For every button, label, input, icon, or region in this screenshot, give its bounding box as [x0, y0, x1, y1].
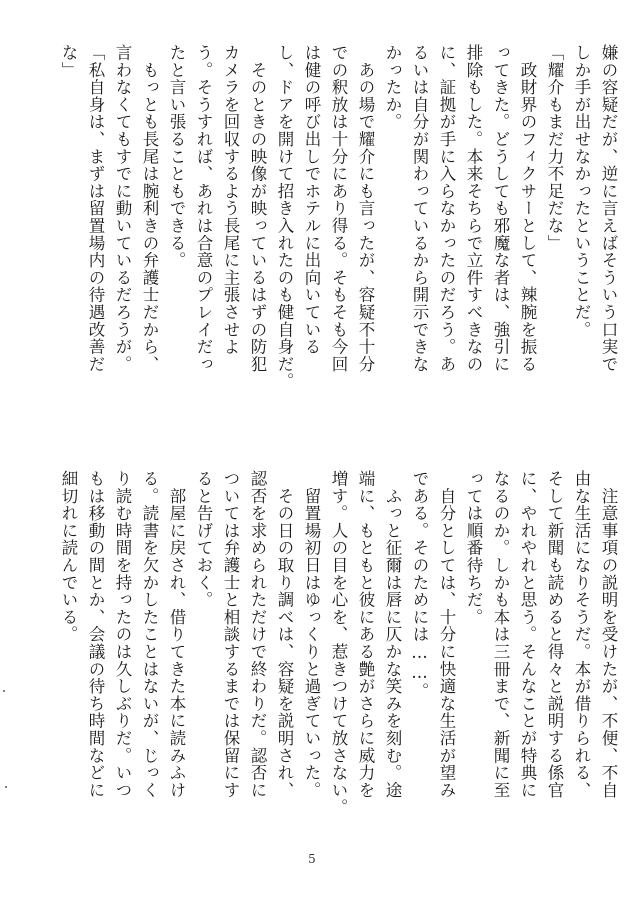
text-column: 端に、もともと彼にある艶がさらに威力を	[356, 470, 375, 799]
text-column: もっとも長尾は腕利きの弁護士だから、	[140, 44, 159, 373]
text-column: る。読書を欠かしたことはないが、じっく	[140, 470, 159, 799]
text-column: ってきた。どうしても邪魔な者は、強引に	[491, 44, 510, 373]
text-column: もは移動の間とか、会議の待ち時間などに	[86, 470, 105, 799]
page-number: 5	[308, 852, 316, 866]
text-column: ふっと征爾は唇に仄かな笑みを刻む。途	[383, 470, 402, 799]
text-column: である。そのためには……。	[410, 470, 429, 700]
text-column: そして新聞も読めると得々と説明する係官	[545, 470, 564, 799]
text-column: り読む時間を持ったのは久しぶりだ。いつ	[113, 470, 132, 799]
text-column: ると告げておく。	[194, 470, 213, 609]
text-column: 言わなくてもすでに動いているだろうが。	[113, 44, 132, 373]
text-column: 自分としては、十分に快適な生活が望み	[437, 470, 456, 799]
text-column: かったか。	[383, 44, 402, 131]
text-column: 細切れに読んでいる。	[59, 470, 78, 643]
text-column: に、やれやれと思う。そんなことが特典に	[518, 470, 537, 799]
text-column: なるのか。しかも本は三冊まで、新聞に至	[491, 470, 510, 799]
text-column: う。そうすれば、あれは合意のプレイだっ	[194, 44, 213, 373]
text-column: 留置場初日はゆっくりと過ぎていった。	[302, 470, 321, 799]
scan-speck	[5, 786, 7, 788]
text-column: な」	[59, 44, 78, 79]
lower-text-block	[59, 470, 622, 816]
text-column: に、証拠が手に入らなかったのだろう。あ	[437, 44, 456, 373]
upper-text-block	[59, 44, 622, 404]
text-column: 「耀介もまだ力不足だな」	[545, 44, 564, 252]
text-column: たと言い張ることもできる。	[167, 44, 186, 269]
text-column: ついては弁護士と相談するまでは保留にす	[221, 470, 240, 799]
text-column: るいは自分が関わっているから開示できな	[410, 44, 429, 373]
text-column: あの場で耀介にも言ったが、容疑不十分	[356, 44, 375, 373]
text-column: そのときの映像が映っているはずの防犯	[248, 44, 267, 373]
text-column: その日の取り調べは、容疑を説明され、	[275, 470, 294, 799]
text-column: っては順番待ちだ。	[464, 470, 483, 626]
text-column: は健の呼び出しでホテルに出向いている	[302, 44, 321, 356]
text-column: 部屋に戻され、借りてきた本に読みふけ	[167, 470, 186, 799]
text-column: し、ドアを開けて招き入れたのも健自身だ。	[275, 44, 294, 390]
text-column: 認否を求められただけで終わりだ。認否に	[248, 470, 267, 799]
text-column: 「私自身は、まずは留置場内の待遇改善だ	[86, 44, 105, 373]
text-column: 増す。人の目を心を、惹きつけて放さない。	[329, 470, 348, 816]
text-column: カメラを回収するよう長尾に主張させよ	[221, 44, 240, 356]
text-column: しか手が出せなかったということだ。	[572, 44, 591, 339]
scan-speck	[3, 690, 5, 692]
text-column: 嫌の容疑だが、逆に言えばそういう口実で	[599, 44, 618, 373]
text-column: 注意事項の説明を受けたが、不便、不自	[599, 470, 618, 799]
text-column: 由な生活になりそうだ。本が借りられる、	[572, 470, 591, 799]
text-column: 排除もした。本来そちらで立件すべきなの	[464, 44, 483, 373]
text-column: 政財界のフィクサーとして、辣腕を振る	[518, 44, 537, 373]
text-column: での釈放は十分にあり得る。そもそも今回	[329, 44, 348, 373]
